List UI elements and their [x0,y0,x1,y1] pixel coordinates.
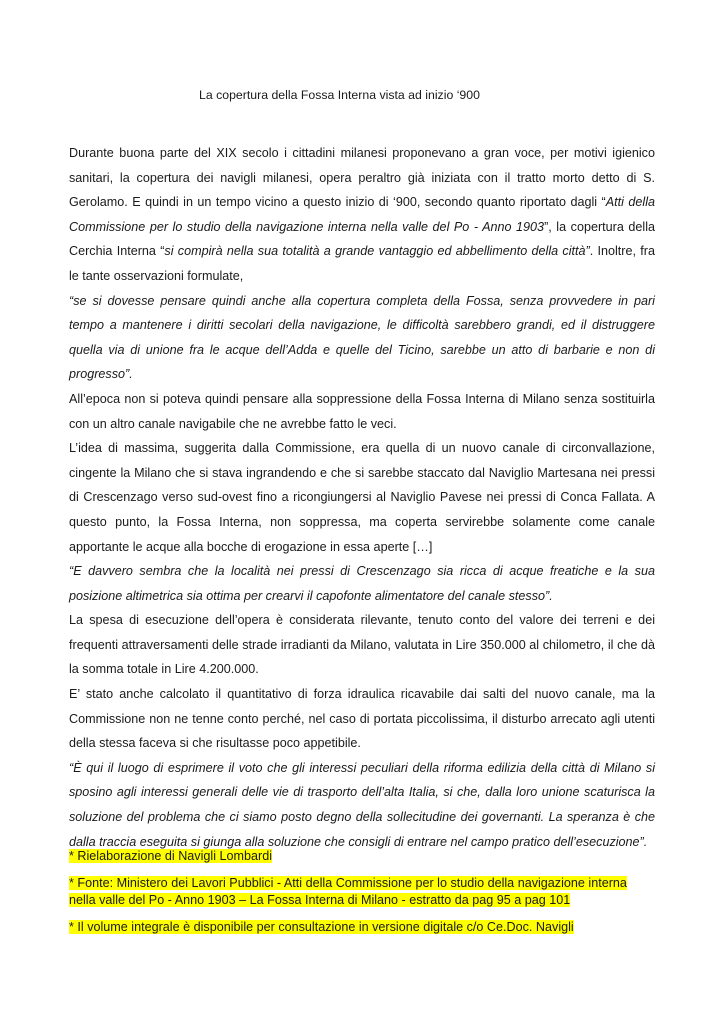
quote-crescenzago: “E davvero sembra che la località nei pressi di Crescenzago sia ricca di acque freatiche e la sua posizione altimetrica sia ottima per crearvi il capofonte alimentatore del canale stesso”. [69,564,655,603]
intro-quote: si compirà nella sua totalità a grande vantaggio ed abbellimento della città” [164,244,590,259]
footnote-volume: * Il volume integrale è disponibile per consultazione in versione digitale c/o Ce.Doc. Navigli [69,919,574,934]
footnote-fonte: * Fonte: Ministero dei Lavori Pubblici - Atti della Commissione per lo studio della navigazione interna nella valle del Po - Anno 1903 – La Fossa Interna di Milano - estratto da pag 95 a pag 101 [69,875,627,907]
quote-conclusion: “È qui il luogo di esprimere il voto che gli interessi peculiari della riforma edilizia della città di Milano si sposino agli interessi generali delle vie di trasporto dell’alta Italia, si che, dalla loro unione scaturisca la soluzione del problema che ci siamo posto degno della sollecitudine dei governanti. La speranza è che dalla traccia eseguita si giunga alla soluzione che consigli di entrare nel campo pratico dell’esecuzione”. [69,760,655,849]
footnotes [69,848,655,945]
intro-cited-title: Atti della Commissione per lo studio della navigazione interna nella valle del Po - Anno 1903 [69,195,656,234]
intro-text-e: . Inoltre, fra le tante osservazioni formulate, [69,244,655,283]
paragraph-intro [69,141,655,289]
document-body [69,141,655,854]
paragraph-cost: La spesa di esecuzione dell’opera è considerata rilevante, tenuto conto del valore dei terreni e dei frequenti attraversamenti delle strade irradianti da Milano, valutata in Lire 350.000 al chilometro, il che dà la somma totale in Lire 4.200.000. [69,613,655,677]
document-title: La copertura della Fossa Interna vista ad inizio ‘900 [199,88,480,102]
intro-text-c: ”, la copertura della Cerchia Interna “ [69,219,655,259]
paragraph-idea: L’idea di massima, suggerita dalla Commissione, era quella di un nuovo canale di circonvallazione, cingente la Milano che si stava ingrandendo e che si sarebbe staccato dal Naviglio Martesana nei pressi di Crescenzago verso sud-ovest fino a ricongiungersi al Naviglio Pavese nei pressi di Conca Fallata. A questo punto, la Fossa Interna, non soppressa, ma coperta servirebbe solamente come canale apportante le acque alla bocche di erogazione in essa aperte […] [69,441,655,554]
paragraph-epoch: All’epoca non si poteva quindi pensare alla soppressione della Fossa Interna di Milano senza sostituirla con un altro canale navigabile che ne avrebbe fatto le veci. [69,391,655,431]
quote-navigation: “se si dovesse pensare quindi anche alla copertura completa della Fossa, senza provvedere in pari tempo a mantenere i diritti secolari della navigazione, le difficoltà sarebbero grandi, ed il distruggere quella via di unione fra le acque dell’Adda e quelle del Ticino, sarebbe un atto di barbarie e non di progresso”. [69,293,655,382]
intro-text-a: Durante buona parte del XIX secolo i cittadini milanesi proponevano a gran voce, per motivi igienico sanitari, la copertura dei navigli milanesi, opera peraltro già iniziata con il tratto morto detto di S. Gerolamo. E quindi in un tempo vicino a questo inizio di ‘900, secondo quanto riportato dagli “ [69,146,655,210]
paragraph-hydraulic: E’ stato anche calcolato il quantitativo di forza idraulica ricavabile dai salti del nuovo canale, ma la Commissione non ne tenne conto perché, nel caso di portata piccolissima, il disturbo arrecato agli utenti della stessa faceva si che risultasse poco appetibile. [69,687,655,751]
footnote-rielaborazione: * Rielaborazione di Navigli Lombardi [69,849,273,863]
